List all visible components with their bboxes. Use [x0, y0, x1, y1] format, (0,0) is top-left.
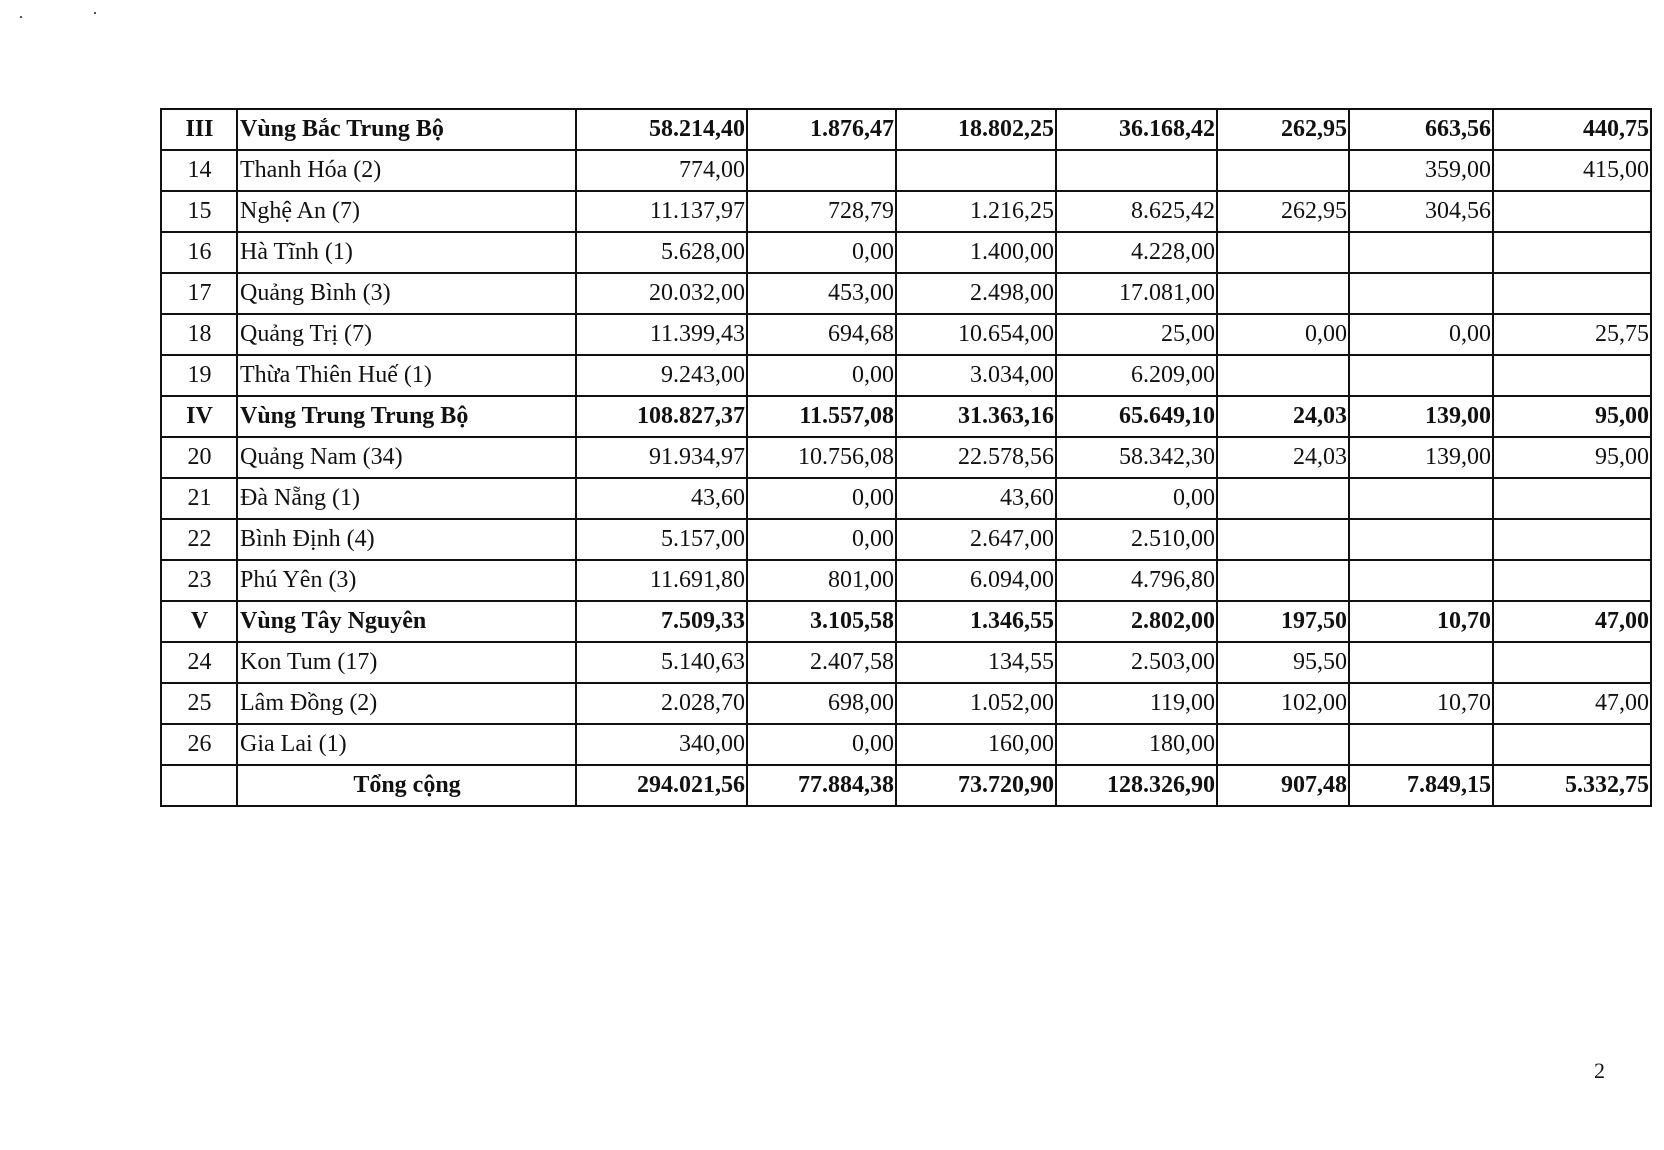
row-index: 14	[161, 150, 237, 191]
value-cell	[1349, 560, 1493, 601]
value-cell: 8.625,42	[1056, 191, 1217, 232]
table-body	[161, 109, 1651, 806]
value-cell: 0,00	[747, 724, 896, 765]
value-cell: 11.557,08	[747, 396, 896, 437]
value-cell: 95,00	[1493, 396, 1651, 437]
value-cell	[1217, 478, 1349, 519]
value-cell: 5.157,00	[576, 519, 747, 560]
page-number: 2	[1594, 1058, 1605, 1083]
row-index: 18	[161, 314, 237, 355]
value-cell: 801,00	[747, 560, 896, 601]
value-cell: 0,00	[1349, 314, 1493, 355]
table-row	[161, 314, 1651, 355]
table-row	[161, 232, 1651, 273]
value-cell: 73.720,90	[896, 765, 1056, 806]
value-cell: 108.827,37	[576, 396, 747, 437]
value-cell: 262,95	[1217, 109, 1349, 150]
value-cell: 18.802,25	[896, 109, 1056, 150]
value-cell: 102,00	[1217, 683, 1349, 724]
row-index: 17	[161, 273, 237, 314]
region-name: Vùng Bắc Trung Bộ	[237, 109, 576, 150]
value-cell: 10,70	[1349, 683, 1493, 724]
value-cell: 24,03	[1217, 396, 1349, 437]
table-row	[161, 519, 1651, 560]
value-cell: 2.510,00	[1056, 519, 1217, 560]
value-cell: 1.216,25	[896, 191, 1056, 232]
value-cell: 139,00	[1349, 437, 1493, 478]
region-name: Quảng Bình (3)	[237, 273, 576, 314]
value-cell: 128.326,90	[1056, 765, 1217, 806]
value-cell: 119,00	[1056, 683, 1217, 724]
row-index: 16	[161, 232, 237, 273]
value-cell: 2.647,00	[896, 519, 1056, 560]
value-cell: 91.934,97	[576, 437, 747, 478]
region-name: Vùng Tây Nguyên	[237, 601, 576, 642]
value-cell: 2.498,00	[896, 273, 1056, 314]
row-index: 24	[161, 642, 237, 683]
scan-speck	[20, 16, 22, 18]
row-index: 25	[161, 683, 237, 724]
value-cell: 11.399,43	[576, 314, 747, 355]
value-cell: 10.654,00	[896, 314, 1056, 355]
row-index: 26	[161, 724, 237, 765]
total-label: Tổng cộng	[237, 765, 576, 806]
value-cell: 4.228,00	[1056, 232, 1217, 273]
value-cell	[1056, 150, 1217, 191]
value-cell	[1493, 478, 1651, 519]
value-cell	[1217, 724, 1349, 765]
row-index: III	[161, 109, 237, 150]
value-cell: 7.849,15	[1349, 765, 1493, 806]
value-cell: 1.400,00	[896, 232, 1056, 273]
value-cell: 65.649,10	[1056, 396, 1217, 437]
region-name: Bình Định (4)	[237, 519, 576, 560]
value-cell: 1.052,00	[896, 683, 1056, 724]
value-cell: 0,00	[1056, 478, 1217, 519]
value-cell: 304,56	[1349, 191, 1493, 232]
value-cell: 4.796,80	[1056, 560, 1217, 601]
value-cell	[1493, 642, 1651, 683]
region-data-table	[160, 108, 1652, 807]
value-cell: 24,03	[1217, 437, 1349, 478]
value-cell	[1217, 150, 1349, 191]
value-cell: 2.028,70	[576, 683, 747, 724]
value-cell: 907,48	[1217, 765, 1349, 806]
table-row	[161, 642, 1651, 683]
value-cell: 47,00	[1493, 601, 1651, 642]
value-cell: 10.756,08	[747, 437, 896, 478]
region-name: Quảng Nam (34)	[237, 437, 576, 478]
value-cell	[1217, 560, 1349, 601]
value-cell: 3.105,58	[747, 601, 896, 642]
value-cell: 47,00	[1493, 683, 1651, 724]
value-cell: 160,00	[896, 724, 1056, 765]
row-index	[161, 765, 237, 806]
total-row	[161, 765, 1651, 806]
region-name: Phú Yên (3)	[237, 560, 576, 601]
table-row	[161, 560, 1651, 601]
region-name: Vùng Trung Trung Bộ	[237, 396, 576, 437]
value-cell: 58.214,40	[576, 109, 747, 150]
value-cell: 2.407,58	[747, 642, 896, 683]
value-cell	[1493, 355, 1651, 396]
value-cell: 43,60	[896, 478, 1056, 519]
value-cell: 0,00	[747, 519, 896, 560]
value-cell: 180,00	[1056, 724, 1217, 765]
region-name: Hà Tĩnh (1)	[237, 232, 576, 273]
row-index: 20	[161, 437, 237, 478]
value-cell	[1493, 724, 1651, 765]
value-cell: 698,00	[747, 683, 896, 724]
value-cell: 415,00	[1493, 150, 1651, 191]
value-cell: 359,00	[1349, 150, 1493, 191]
region-name: Gia Lai (1)	[237, 724, 576, 765]
value-cell: 0,00	[747, 355, 896, 396]
value-cell	[1217, 355, 1349, 396]
row-index: 19	[161, 355, 237, 396]
table-row	[161, 437, 1651, 478]
value-cell	[1493, 519, 1651, 560]
table-row	[161, 150, 1651, 191]
value-cell: 43,60	[576, 478, 747, 519]
value-cell: 2.802,00	[1056, 601, 1217, 642]
value-cell: 5.628,00	[576, 232, 747, 273]
value-cell: 25,00	[1056, 314, 1217, 355]
value-cell: 453,00	[747, 273, 896, 314]
value-cell: 774,00	[576, 150, 747, 191]
value-cell: 2.503,00	[1056, 642, 1217, 683]
region-name: Lâm Đồng (2)	[237, 683, 576, 724]
value-cell: 58.342,30	[1056, 437, 1217, 478]
table-row	[161, 191, 1651, 232]
value-cell: 134,55	[896, 642, 1056, 683]
value-cell: 25,75	[1493, 314, 1651, 355]
value-cell: 0,00	[747, 232, 896, 273]
value-cell: 95,00	[1493, 437, 1651, 478]
value-cell: 0,00	[1217, 314, 1349, 355]
value-cell: 5.332,75	[1493, 765, 1651, 806]
region-row	[161, 109, 1651, 150]
row-index: 21	[161, 478, 237, 519]
value-cell	[1349, 642, 1493, 683]
value-cell: 31.363,16	[896, 396, 1056, 437]
region-row	[161, 396, 1651, 437]
value-cell: 440,75	[1493, 109, 1651, 150]
value-cell: 7.509,33	[576, 601, 747, 642]
value-cell: 11.691,80	[576, 560, 747, 601]
value-cell	[1217, 232, 1349, 273]
value-cell	[1217, 519, 1349, 560]
value-cell: 22.578,56	[896, 437, 1056, 478]
value-cell: 1.876,47	[747, 109, 896, 150]
value-cell	[1349, 232, 1493, 273]
scan-speck	[94, 12, 96, 14]
region-row	[161, 601, 1651, 642]
table-row	[161, 273, 1651, 314]
row-index: IV	[161, 396, 237, 437]
region-name: Kon Tum (17)	[237, 642, 576, 683]
value-cell	[1349, 478, 1493, 519]
value-cell: 11.137,97	[576, 191, 747, 232]
table-row	[161, 355, 1651, 396]
region-name: Nghệ An (7)	[237, 191, 576, 232]
row-index: 22	[161, 519, 237, 560]
value-cell: 262,95	[1217, 191, 1349, 232]
value-cell: 6.094,00	[896, 560, 1056, 601]
value-cell	[747, 150, 896, 191]
row-index: 15	[161, 191, 237, 232]
region-name: Đà Nẵng (1)	[237, 478, 576, 519]
value-cell	[1493, 232, 1651, 273]
value-cell	[896, 150, 1056, 191]
table-row	[161, 724, 1651, 765]
row-index: V	[161, 601, 237, 642]
value-cell: 1.346,55	[896, 601, 1056, 642]
value-cell: 6.209,00	[1056, 355, 1217, 396]
value-cell	[1349, 519, 1493, 560]
value-cell: 17.081,00	[1056, 273, 1217, 314]
value-cell: 20.032,00	[576, 273, 747, 314]
table-row	[161, 683, 1651, 724]
value-cell	[1493, 191, 1651, 232]
value-cell: 340,00	[576, 724, 747, 765]
value-cell: 694,68	[747, 314, 896, 355]
value-cell: 0,00	[747, 478, 896, 519]
value-cell	[1349, 355, 1493, 396]
value-cell: 3.034,00	[896, 355, 1056, 396]
region-name: Thừa Thiên Huế (1)	[237, 355, 576, 396]
table-row	[161, 478, 1651, 519]
value-cell: 10,70	[1349, 601, 1493, 642]
value-cell: 663,56	[1349, 109, 1493, 150]
value-cell: 139,00	[1349, 396, 1493, 437]
region-name: Thanh Hóa (2)	[237, 150, 576, 191]
value-cell	[1493, 560, 1651, 601]
row-index: 23	[161, 560, 237, 601]
value-cell	[1349, 273, 1493, 314]
value-cell: 728,79	[747, 191, 896, 232]
value-cell	[1217, 273, 1349, 314]
value-cell: 197,50	[1217, 601, 1349, 642]
region-name: Quảng Trị (7)	[237, 314, 576, 355]
value-cell: 5.140,63	[576, 642, 747, 683]
value-cell	[1349, 724, 1493, 765]
value-cell	[1493, 273, 1651, 314]
value-cell: 36.168,42	[1056, 109, 1217, 150]
value-cell: 95,50	[1217, 642, 1349, 683]
value-cell: 294.021,56	[576, 765, 747, 806]
value-cell: 9.243,00	[576, 355, 747, 396]
value-cell: 77.884,38	[747, 765, 896, 806]
